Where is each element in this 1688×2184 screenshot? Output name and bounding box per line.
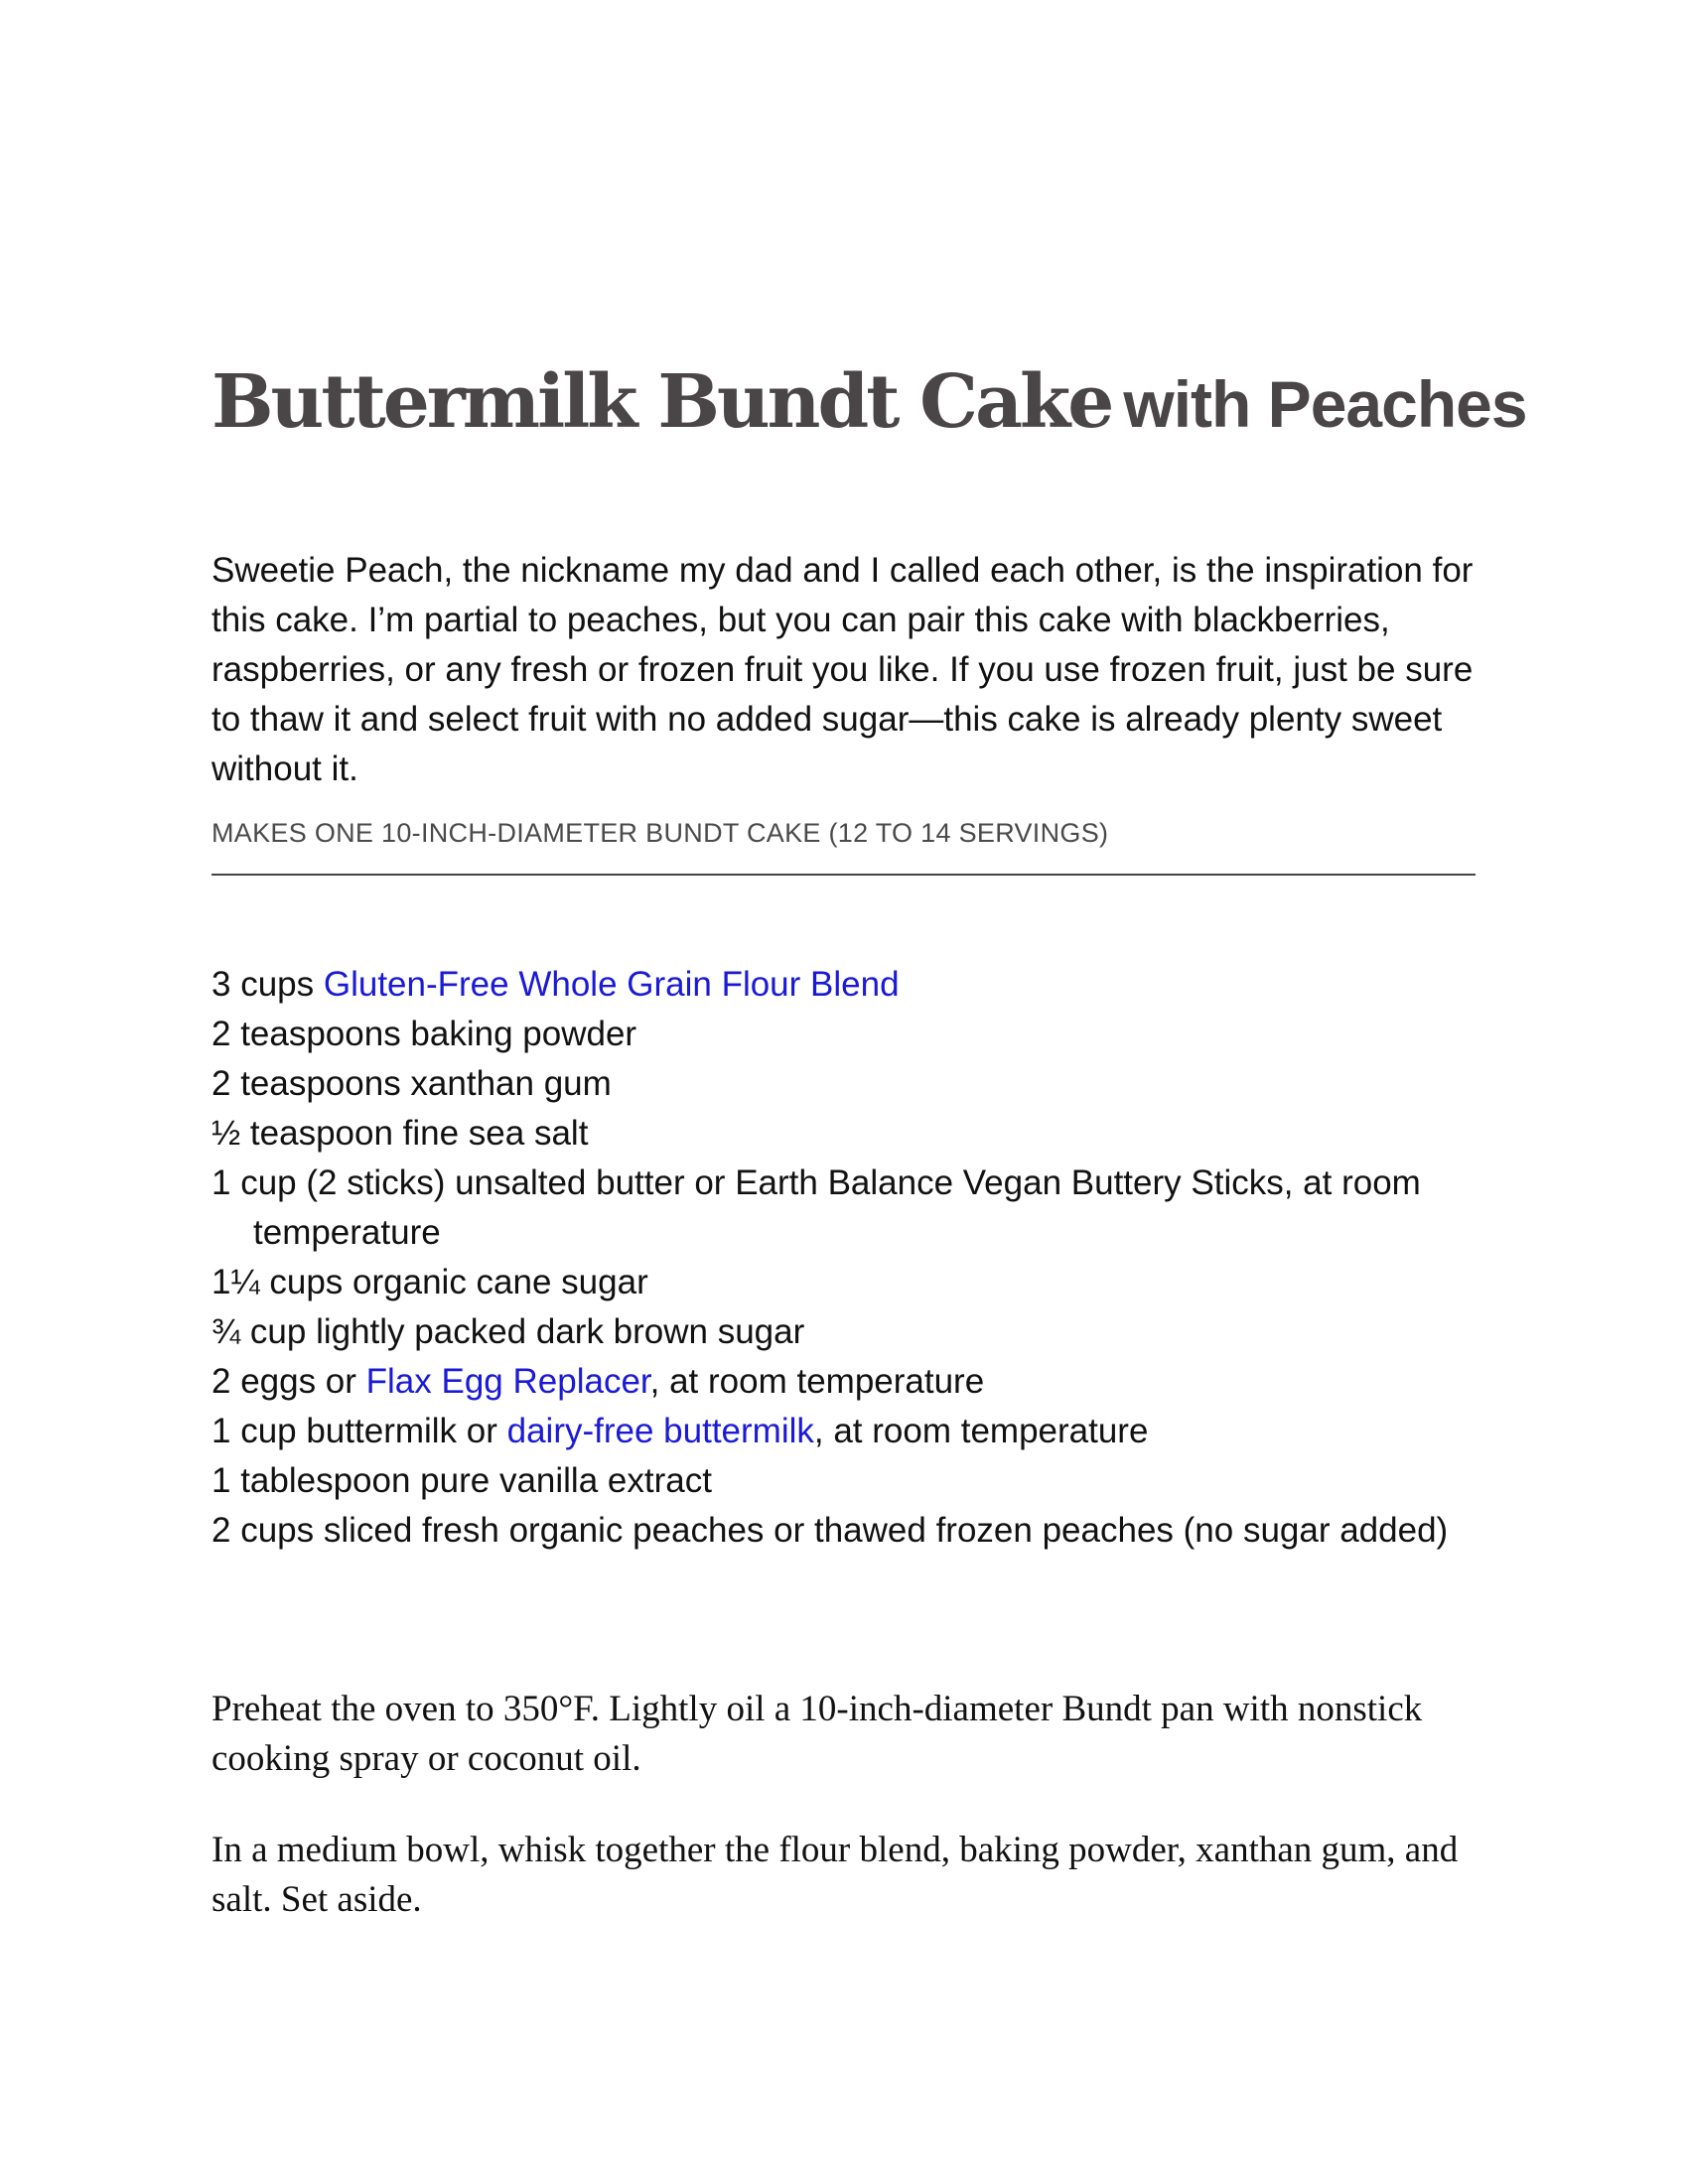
yield-line: MAKES ONE 10-INCH-DIAMETER BUNDT CAKE (12 TO 14 SERVINGS) — [211, 818, 1109, 848]
recipe-title — [211, 359, 1527, 445]
method-step: Preheat the oven to 350°F. Lightly oil a 10-inch-diameter Bundt pan with nonstick cooking spray or coconut oil. — [211, 1689, 1423, 1779]
ingredient-item: 1 tablespoon pure vanilla extract — [211, 1461, 712, 1500]
dairy-free-buttermilk-link[interactable]: dairy-free buttermilk — [506, 1412, 814, 1450]
ingredient-item: 1 cup (2 sticks) unsalted butter or Earth Balance Vegan Buttery Sticks, at room temperature — [211, 1163, 1421, 1252]
ingredient-item: ½ teaspoon fine sea salt — [211, 1114, 589, 1153]
method-step: In a medium bowl, whisk together the flour blend, baking powder, xanthan gum, and salt. Set aside. — [211, 1830, 1459, 1920]
ingredient-text: 2 eggs or — [211, 1362, 366, 1401]
ingredient-item: 2 cups sliced fresh organic peaches or thawed frozen peaches (no sugar added) — [211, 1511, 1449, 1550]
ingredient-item — [211, 1357, 1492, 1407]
ingredient-list — [211, 960, 1492, 1556]
ingredient-text: , at room temperature — [649, 1362, 985, 1401]
title-sub: with Peaches — [1123, 367, 1527, 441]
ingredient-item — [211, 960, 1492, 1010]
ingredient-item: 2 teaspoons xanthan gum — [211, 1064, 612, 1103]
title-main: Buttermilk Bundt Cake — [211, 359, 1112, 445]
flour-blend-link[interactable]: Gluten-Free Whole Grain Flour Blend — [323, 965, 900, 1004]
ingredient-text: 3 cups — [211, 965, 324, 1004]
ingredient-item: 1¼ cups organic cane sugar — [211, 1263, 648, 1301]
ingredient-item — [211, 1407, 1492, 1456]
section-divider — [211, 874, 1476, 876]
ingredient-text: , at room temperature — [813, 1412, 1149, 1450]
ingredient-text: 1 cup buttermilk or — [211, 1412, 507, 1450]
flax-egg-replacer-link[interactable]: Flax Egg Replacer — [365, 1362, 650, 1401]
ingredient-item: ¾ cup lightly packed dark brown sugar — [211, 1312, 805, 1351]
method-steps — [211, 1685, 1492, 1967]
ingredient-item: 2 teaspoons baking powder — [211, 1015, 637, 1053]
intro-paragraph: Sweetie Peach, the nickname my dad and I called each other, is the inspiration for this cake. I’m partial to peaches, but you can pair this cake with blackberries, raspberries, or any fresh or frozen fruit you like. If you use frozen fruit, just be sure to thaw it and select fruit with no added sugar—this cake is already plenty sweet without it. — [211, 551, 1474, 788]
